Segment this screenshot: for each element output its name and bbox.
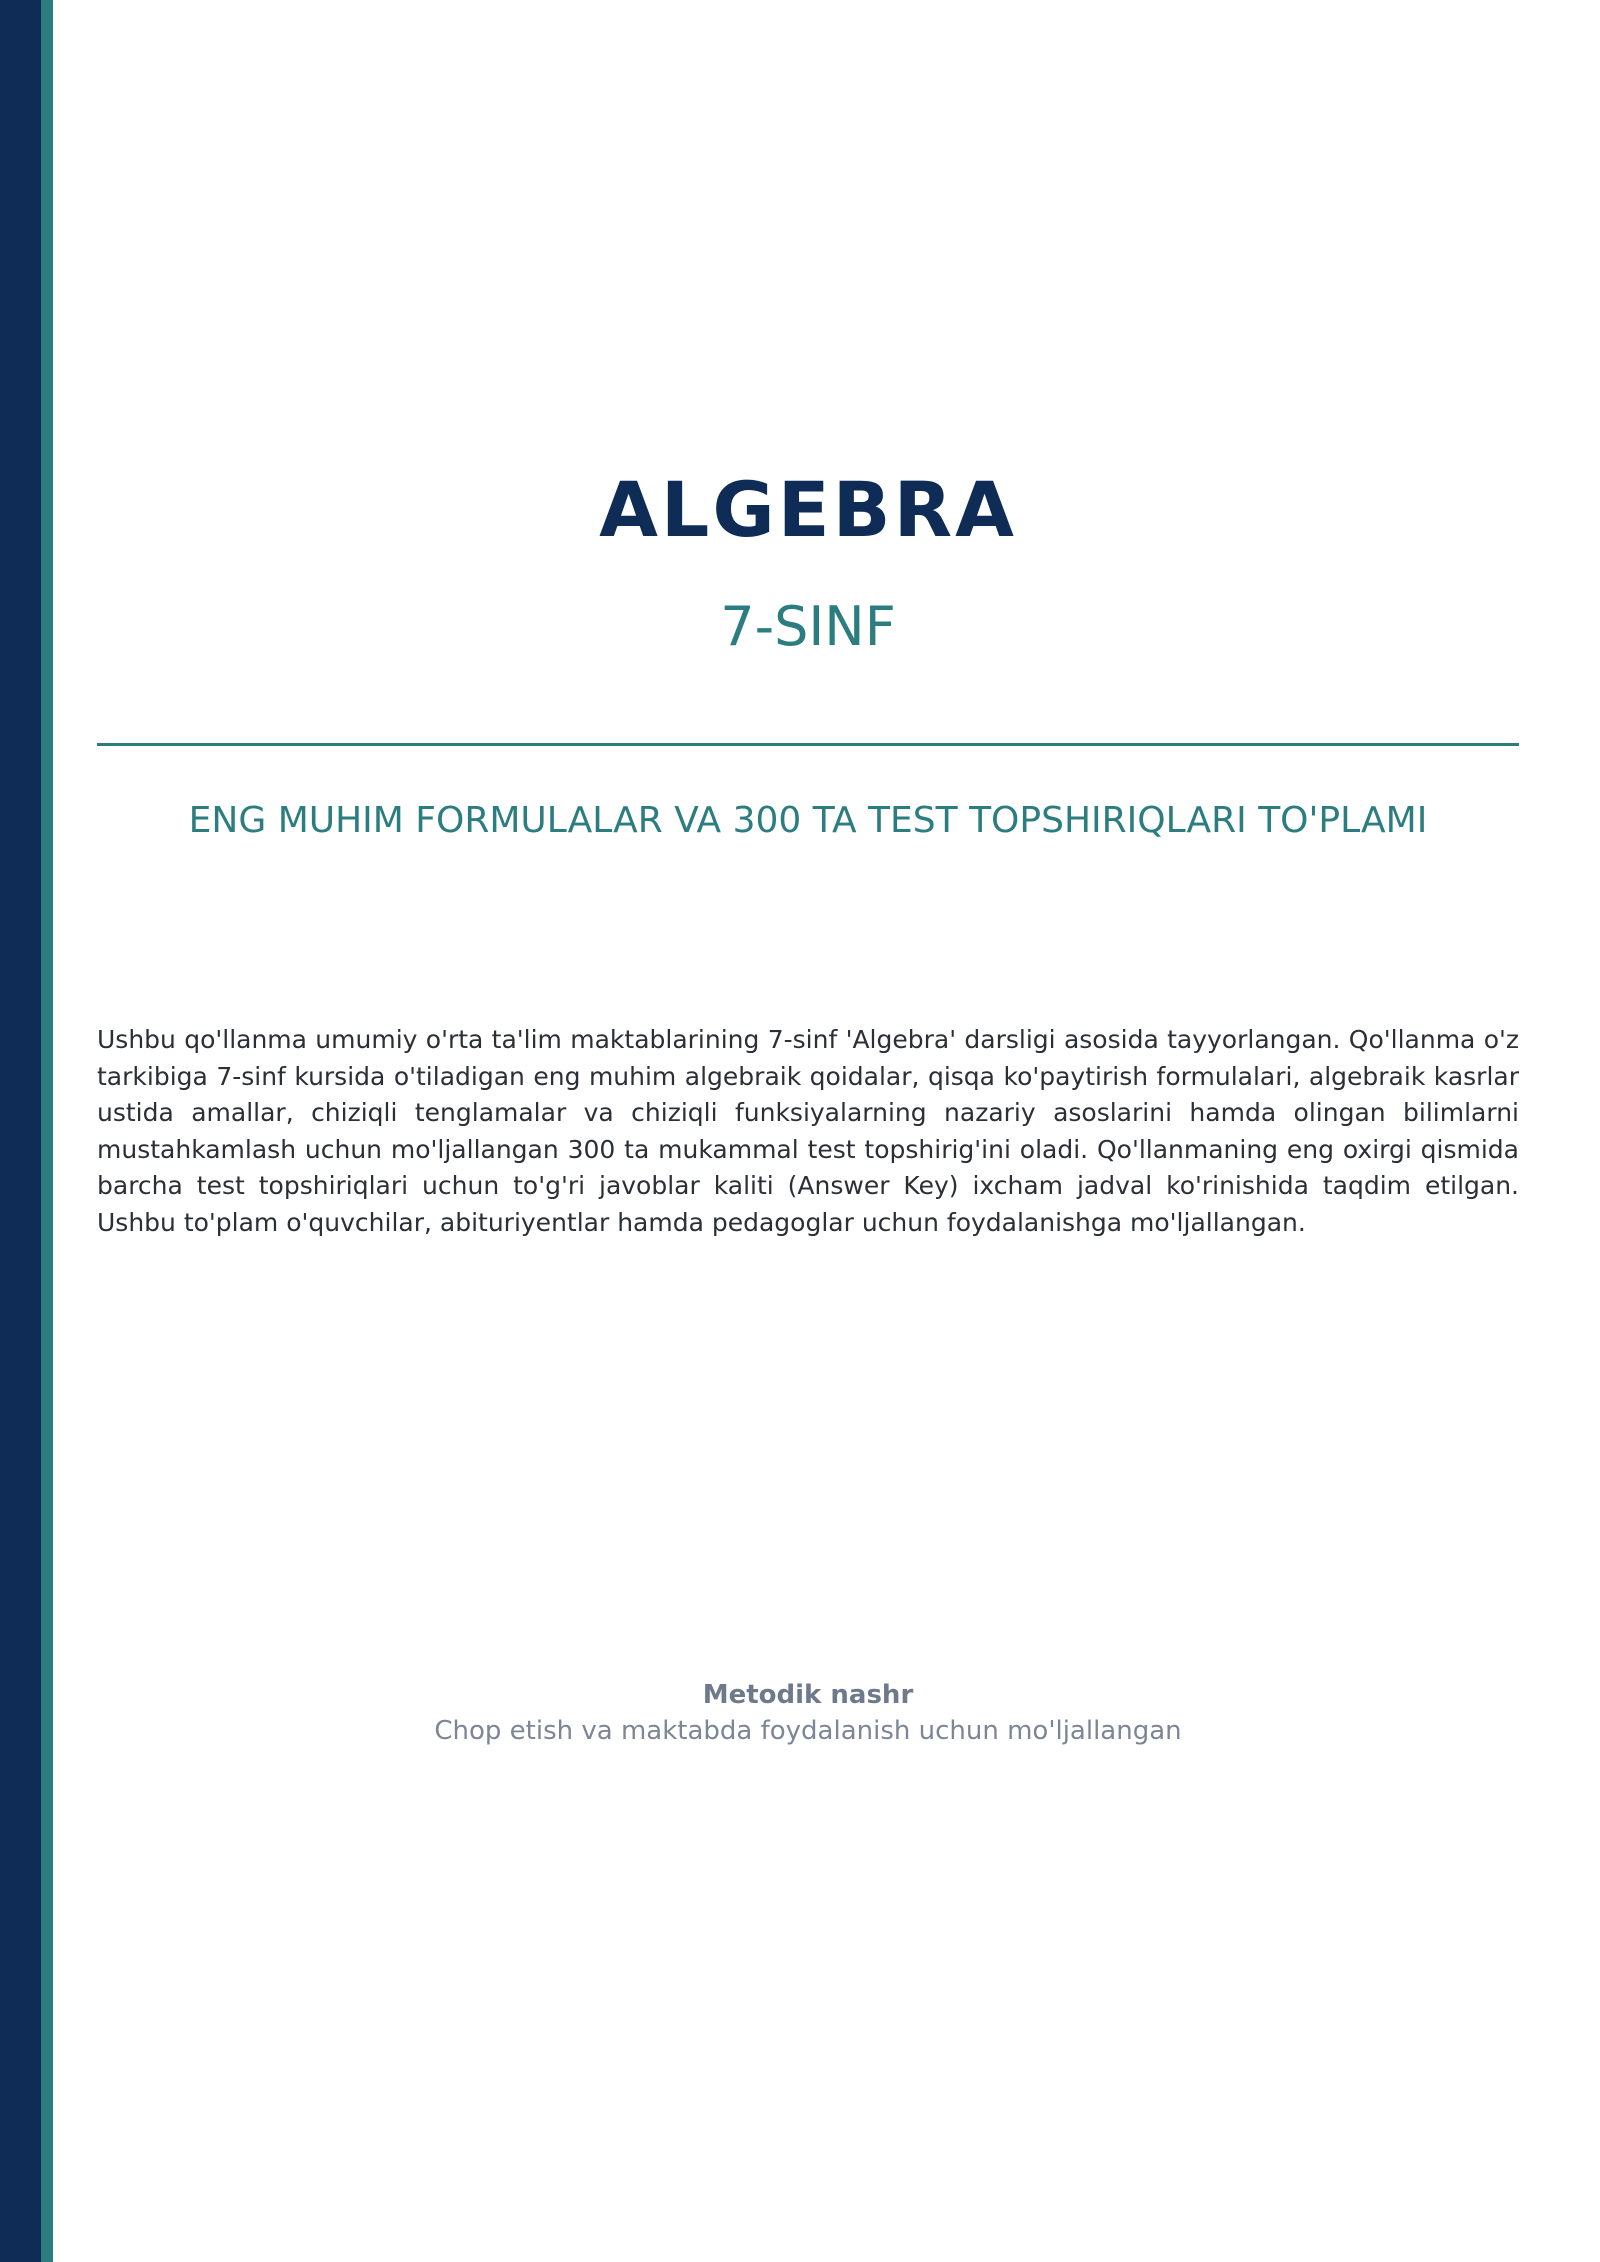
title-divider bbox=[97, 743, 1519, 746]
cover-subtitle: ENG MUHIM FORMULALAR VA 300 TA TEST TOPSHIRIQLARI TO'PLAMI bbox=[188, 800, 1428, 841]
edition-note: Chop etish va maktabda foydalanish uchun mo'ljallangan bbox=[434, 1716, 1182, 1746]
cover-description: Ushbu qo'llanma umumiy o'rta ta'lim maktablarining 7-sinf 'Algebra' darsligi asosida tayyorlangan. Qo'llanma o'z tarkibiga 7-sinf kursida o'tiladigan eng muhim algebraik qoidalar, qisqa ko'paytirish formulalari, algebraik kasrlar ustida amallar, chiziqli tenglamalar va chiziqli funksiyalarning nazariy asoslarini hamda olingan bilimlarni mustahkamlash uchun mo'ljallangan 300 ta mukammal test topshirig'ini oladi. Qo'llanmaning eng oxirgi qismida barcha test topshiriqlari uchun to'g'ri javoblar kaliti (Answer Key) ixcham jadval ko'rinishida taqdim etilgan. Ushbu to'plam o'quvchilar, abituriyentlar hamda pedagoglar uchun foydalanishga mo'ljallangan. bbox=[97, 1025, 1519, 1237]
cover-spine-teal bbox=[41, 0, 53, 2262]
cover-grade: 7-SINF bbox=[720, 595, 896, 658]
edition-label: Metodik nashr bbox=[702, 1680, 914, 1710]
cover-spine-navy bbox=[0, 0, 41, 2262]
cover-title: ALGEBRA bbox=[599, 465, 1017, 554]
